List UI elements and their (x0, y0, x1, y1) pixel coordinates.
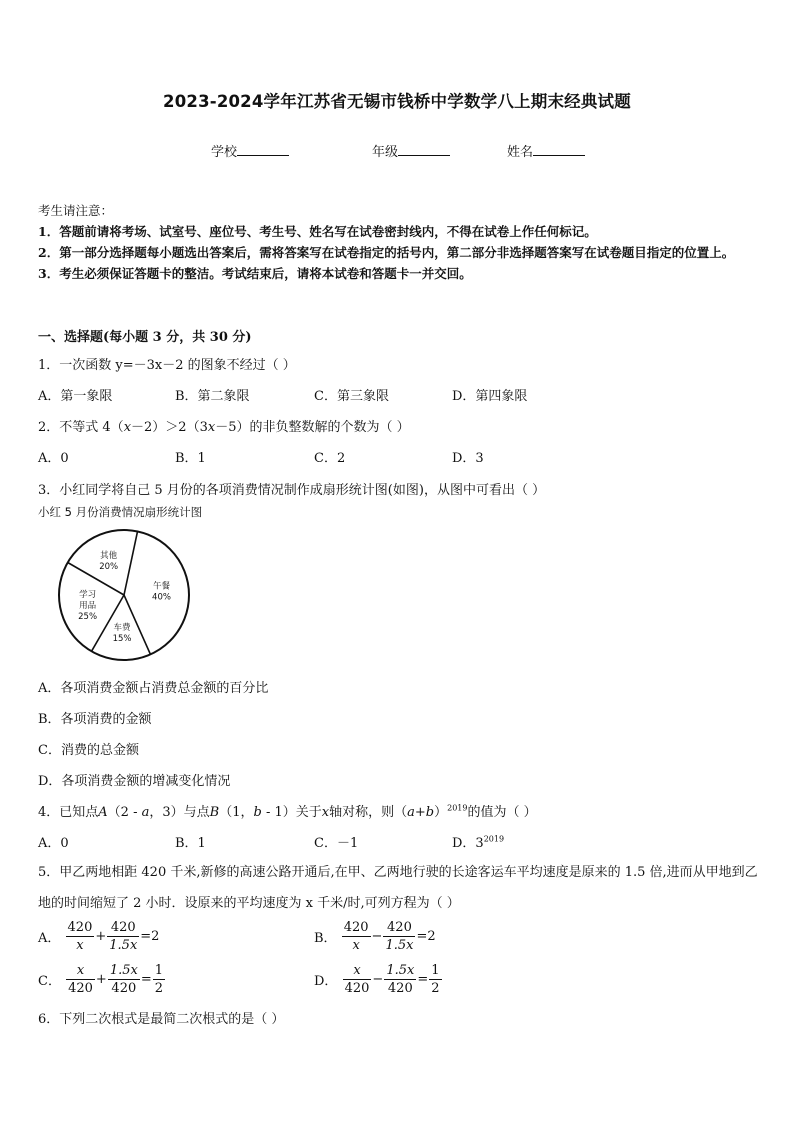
pie-slice-label (78, 589, 97, 622)
q2-stem-part: －5）的非负整数解的个数为（ ） (215, 420, 410, 435)
q3-stem: 3．小红同学将自己 5 月份的各项消费情况制作成扇形统计图(如图)，从图中可看出（ ） (38, 483, 546, 498)
pie-slice-name: 其他 (100, 551, 118, 562)
q5-option-b-label: B． (314, 931, 337, 946)
rhs: =2 (416, 929, 436, 944)
q4-stem-part: 4．已知点 (38, 805, 99, 820)
grade-label: 年级 (372, 145, 399, 160)
q4-point-b: B (209, 805, 220, 820)
q5-option-c[interactable] (38, 962, 166, 997)
denominator: 1.5x (109, 938, 138, 953)
q4-stem-part: ） (434, 805, 448, 820)
numerator: 420 (343, 920, 369, 935)
operator: + (95, 929, 107, 944)
pie-chart-title: 小红 5 月份消费情况扇形统计图 (38, 505, 203, 519)
q2-option-c[interactable]: C．2 (314, 451, 346, 466)
denominator: x (76, 938, 84, 953)
q2-option-a[interactable]: A．0 (38, 451, 69, 466)
pie-slice-label (113, 622, 132, 644)
numerator: 420 (67, 920, 93, 935)
q2-var: x (207, 420, 216, 435)
numerator: x (66, 962, 95, 980)
fraction (384, 962, 416, 997)
numerator: 1.5x (109, 963, 138, 978)
fraction (66, 919, 95, 954)
school-blank[interactable] (237, 142, 289, 156)
school-field[interactable] (211, 141, 289, 160)
section-title: 一、选择题(每小题 3 分，共 30 分) (38, 330, 252, 345)
denominator: 420 (344, 981, 370, 996)
q4-options (38, 832, 762, 852)
pie-slice-percent: 40% (152, 592, 171, 603)
q2-options (38, 447, 762, 467)
fraction (107, 919, 139, 954)
fraction (343, 962, 372, 997)
denominator: 1.5x (385, 938, 414, 953)
q4-option-d-exponent: 2019 (483, 834, 505, 844)
operator: − (372, 972, 384, 987)
notice-item-1: 1．答题前请将考场、试室号、座位号、考生号、姓名写在试卷密封线内，不得在试卷上作任何标记。 (38, 224, 597, 239)
fraction (108, 962, 140, 997)
q4-var-x: x (321, 805, 330, 820)
equals: = (417, 972, 429, 987)
pie-slice-name: 午餐 (152, 581, 171, 592)
q1-option-b[interactable]: B．第二象限 (175, 389, 250, 404)
q4-var-ab: a+b (407, 805, 435, 820)
q4-stem (38, 801, 537, 820)
q4-stem-part: - 1）关于 (261, 805, 322, 820)
q2-option-b[interactable]: B．1 (175, 451, 206, 466)
q4-exponent: 2019 (447, 803, 468, 813)
notice-item-3: 3．考生必须保证答题卡的整洁。考试结束后，请将本试卷和答题卡一并交回。 (38, 266, 472, 281)
q2-stem (38, 416, 410, 435)
q1-stem: 1．一次函数 y=－3x－2 的图象不经过（ ） (38, 358, 296, 373)
q2-stem-part: －2）＞2（3 (131, 420, 208, 435)
pie-slice-label (152, 581, 171, 603)
operator: + (95, 972, 107, 987)
fraction (383, 919, 415, 954)
denominator: 420 (68, 981, 93, 996)
q1-option-c[interactable]: C．第三象限 (314, 389, 389, 404)
q5-option-d-label: D． (314, 974, 338, 989)
numerator: x (343, 962, 372, 980)
q4-var-b: b (253, 805, 262, 820)
numerator: 420 (107, 919, 139, 937)
exam-title: 2023-2024学年江苏省无锡市钱桥中学数学八上期末经典试题 (163, 92, 631, 111)
q4-stem-part: ，3）与点 (149, 805, 210, 820)
grade-blank[interactable] (398, 142, 450, 156)
q3-option-d[interactable]: D．各项消费金额的增减变化情况 (38, 774, 231, 789)
q5-option-b[interactable] (314, 919, 436, 954)
q4-stem-part: 轴对称，则（ (329, 805, 408, 820)
q4-stem-part: （2 - (107, 805, 142, 820)
pie-slice-name: 学习 (79, 589, 97, 600)
pie-slice-name: 车费 (113, 623, 131, 634)
rhs: =2 (140, 929, 160, 944)
school-label: 学校 (211, 145, 238, 160)
numerator: 420 (383, 919, 415, 937)
numerator: 1 (154, 963, 164, 978)
q1-option-a[interactable]: A．第一象限 (38, 389, 113, 404)
pie-slice-label (99, 550, 118, 572)
numerator: 1 (431, 963, 440, 978)
q3-option-a[interactable]: A．各项消费金额占消费总金额的百分比 (38, 681, 269, 696)
q5-option-c-label: C． (38, 974, 61, 989)
q4-option-d-base: D．3 (452, 836, 484, 851)
q4-option-d[interactable] (452, 832, 504, 851)
q5-option-a-label: A． (38, 931, 61, 946)
name-blank[interactable] (533, 142, 585, 156)
q4-option-a[interactable]: A．0 (38, 836, 69, 851)
q2-stem-part: 2．不等式 4（ (38, 420, 124, 435)
grade-field[interactable] (372, 141, 450, 160)
q4-point-a: A (98, 805, 108, 820)
fraction (66, 962, 95, 997)
q5-option-a[interactable] (38, 919, 159, 954)
denominator: 420 (387, 981, 413, 996)
name-label: 姓名 (507, 145, 534, 160)
denominator: 2 (154, 981, 164, 996)
operator: − (371, 929, 383, 944)
q6-stem: 6．下列二次根式是最简二次根式的是（ ） (38, 1012, 285, 1027)
consumption-pie-chart (52, 525, 202, 670)
q3-option-b[interactable]: B．各项消费的金额 (38, 712, 152, 727)
q4-option-b[interactable]: B．1 (175, 836, 206, 851)
fraction (153, 962, 165, 997)
q3-option-c[interactable]: C．消费的总金额 (38, 743, 139, 758)
fraction (429, 962, 441, 997)
notice-block (38, 200, 762, 284)
denominator: 420 (111, 981, 137, 996)
notice-item-2: 2．第一部分选择题每小题选出答案后，需将答案写在试卷指定的括号内，第二部分非选择题答案写在试卷题目指定的位置上。 (38, 245, 735, 260)
q1-options (38, 385, 762, 405)
pie-slice-name: 用品 (79, 600, 97, 611)
q4-stem-part: 的值为（ ） (467, 805, 537, 820)
q4-stem-part: （1， (219, 805, 254, 820)
name-field[interactable] (507, 141, 585, 160)
numerator: 1.5x (386, 963, 415, 978)
q4-var-a: a (141, 805, 150, 820)
denominator: x (352, 938, 360, 953)
q1-option-d[interactable]: D．第四象限 (452, 389, 528, 404)
q5-stem: 5．甲乙两地相距 420 千米,新修的高速公路开通后,在甲、乙两地行驶的长途客运车平均速度是原来的 1.5 倍,进而从甲地到乙地的时间缩短了 2 小时．设原来的平均速度为 x 千米/时,可列方程为（ ） (38, 865, 758, 911)
pie-slice-percent: 15% (112, 634, 132, 645)
pie-slice-percent: 25% (78, 611, 98, 622)
pie-slice-percent: 20% (99, 562, 119, 573)
q4-option-c[interactable]: C．－1 (314, 836, 359, 851)
denominator: 2 (431, 981, 440, 996)
fraction (342, 919, 371, 954)
notice-heading: 考生请注意： (38, 203, 114, 218)
equals: = (140, 972, 152, 987)
q5-option-d[interactable] (314, 962, 443, 997)
q2-var: x (123, 420, 132, 435)
q2-option-d[interactable]: D．3 (452, 451, 484, 466)
